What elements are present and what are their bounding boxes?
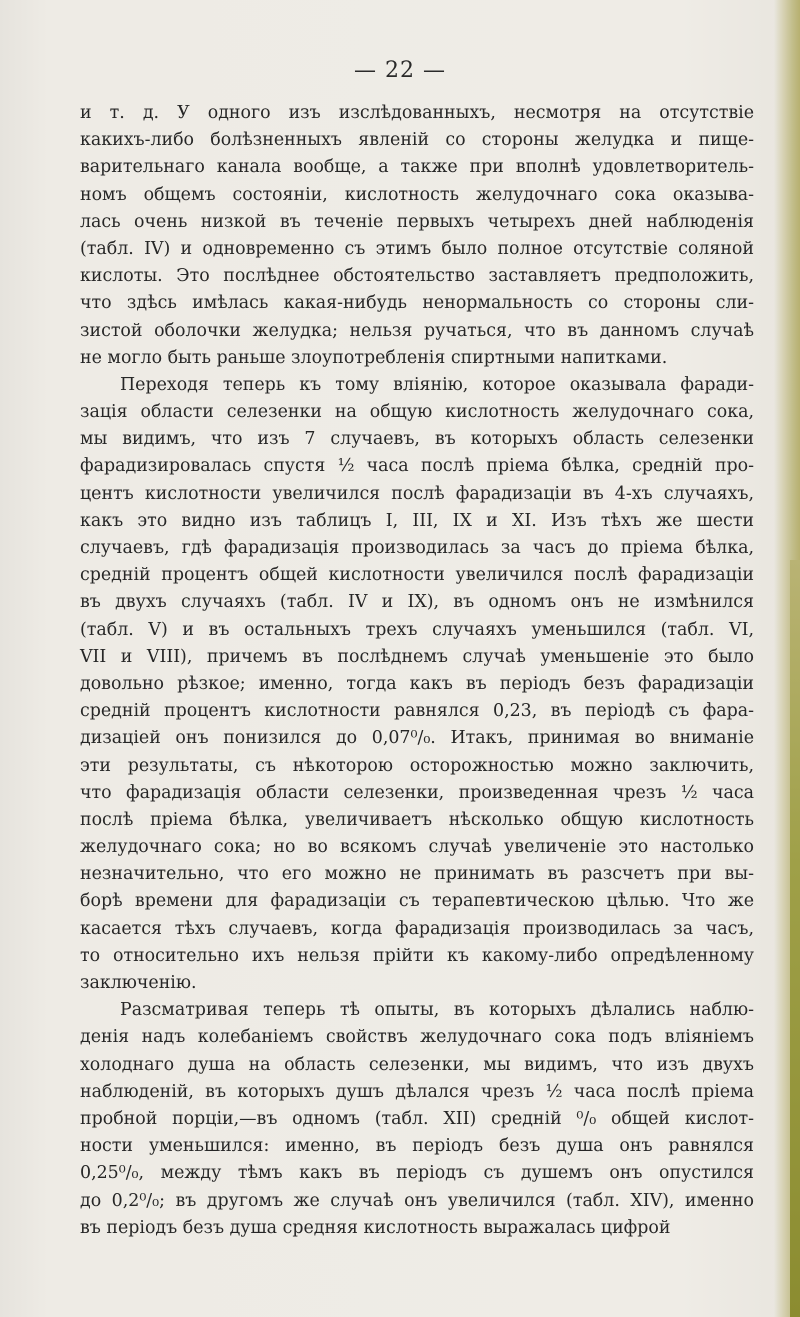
text-line: довольно рѣзкое; именно, тогда какъ въ періодъ безъ фарадизаціи	[80, 673, 754, 694]
text-line: касается тѣхъ случаевъ, когда фарадизація производилась за часъ,	[80, 918, 754, 939]
text-line: не могло быть раньше злоупотребленія спиртными напитками.	[80, 347, 668, 368]
text-line: 0,25⁰/₀, между тѣмъ какъ въ періодъ съ душемъ онъ опустился	[80, 1163, 754, 1184]
text-line: холоднаго душа на область селезенки, мы видимъ, что изъ двухъ	[80, 1054, 754, 1075]
text-line: средній процентъ кислотности равнялся 0,23, въ періодѣ съ фара-	[80, 701, 754, 722]
text-line: (табл. V) и въ остальныхъ трехъ случаяхъ уменьшился (табл. VI,	[80, 619, 754, 640]
text-line: дизаціей онъ понизился до 0,07⁰/₀. Итакъ, принимая во вниманіе	[80, 728, 754, 749]
text-line: средній процентъ общей кислотности увеличился послѣ фарадизаціи	[80, 565, 754, 586]
text-line: варительнаго канала вообще, а также при вполнѣ удовлетворитель-	[80, 157, 754, 178]
text-line: денія надъ колебаніемъ свойствъ желудочнаго сока подъ вліяніемъ	[80, 1027, 754, 1048]
page-edge-stain	[790, 560, 800, 1317]
text-line: кислоты. Это послѣднее обстоятельство заставляетъ предположить,	[80, 266, 754, 287]
text-line: лась очень низкой въ теченіе первыхъ четырехъ дней наблюденія	[80, 211, 754, 232]
text-line: эти результаты, съ нѣкоторою осторожностью можно заключить,	[80, 755, 754, 776]
text-line: зистой оболочки желудка; нельзя ручаться, что въ данномъ случаѣ	[80, 320, 754, 341]
text-line: зація области селезенки на общую кислотность желудочнаго сока,	[80, 402, 754, 423]
paragraph	[80, 100, 754, 372]
text-line: наблюденій, въ которыхъ душъ дѣлался чрезъ ½ часа послѣ пріема	[80, 1081, 754, 1102]
text-line: VII и VIII), причемъ въ послѣднемъ случаѣ уменьшеніе это было	[80, 646, 754, 667]
text-line: то относительно ихъ нельзя прійти къ какому-либо опредѣленному	[80, 945, 754, 966]
text-line: до 0,2⁰/₀; въ другомъ же случаѣ онъ увеличился (табл. XIV), именно	[80, 1190, 754, 1211]
text-line: ности уменьшился: именно, въ періодъ безъ душа онъ равнялся	[80, 1136, 754, 1157]
text-line: номъ общемъ состояніи, кислотность желудочнаго сока оказыва-	[80, 184, 754, 205]
text-line: и т. д. У одного изъ изслѣдованныхъ, несмотря на отсутствіе	[80, 103, 754, 123]
text-line: что фарадизація области селезенки, произведенная чрезъ ½ часа	[80, 782, 754, 803]
text-line: въ періодъ безъ душа средняя кислотность выражалась цифрой	[80, 1217, 671, 1238]
text-line: Переходя теперь къ тому вліянію, которое оказывала фаради-	[120, 374, 754, 395]
text-line: незначительно, что его можно не принимать въ разсчетъ при вы-	[80, 864, 754, 885]
text-line: что здѣсь имѣлась какая-нибудь ненормальность со стороны сли-	[80, 293, 754, 314]
paragraph	[80, 372, 754, 997]
text-line: центъ кислотности увеличился послѣ фарадизаціи въ 4-хъ случаяхъ,	[80, 483, 754, 504]
page-number: — 22 —	[354, 58, 446, 83]
text-line: мы видимъ, что изъ 7 случаевъ, въ которыхъ область селезенки	[80, 429, 754, 450]
body-text	[80, 100, 754, 1242]
text-line: послѣ пріема бѣлка, увеличиваетъ нѣсколько общую кислотность	[80, 809, 754, 830]
text-line: фарадизировалась спустя ½ часа послѣ пріема бѣлка, средній про-	[80, 456, 754, 477]
text-line: пробной порціи,—въ одномъ (табл. XII) средній ⁰/₀ общей кислот-	[80, 1108, 754, 1129]
text-line: заключенію.	[80, 973, 197, 993]
text-line: (табл. IV) и одновременно съ этимъ было полное отсутствіе соляной	[80, 238, 754, 259]
text-line: желудочнаго сока; но во всякомъ случаѣ увеличеніе это настолько	[80, 837, 754, 858]
text-line: какъ это видно изъ таблицъ I, III, IX и XI. Изъ тѣхъ же шести	[80, 510, 754, 531]
text-line: въ двухъ случаяхъ (табл. IV и IX), въ одномъ онъ не измѣнился	[80, 592, 754, 613]
text-line: борѣ времени для фарадизаціи съ терапевтическою цѣлью. Что же	[80, 891, 754, 912]
text-line: Разсматривая теперь тѣ опыты, въ которыхъ дѣлались наблю-	[120, 1000, 754, 1021]
text-line: какихъ-либо болѣзненныхъ явленій со стороны желудка и пище-	[80, 130, 754, 151]
paragraph	[80, 997, 754, 1242]
text-line: случаевъ, гдѣ фарадизація производилась за часъ до пріема бѣлка,	[80, 538, 754, 558]
